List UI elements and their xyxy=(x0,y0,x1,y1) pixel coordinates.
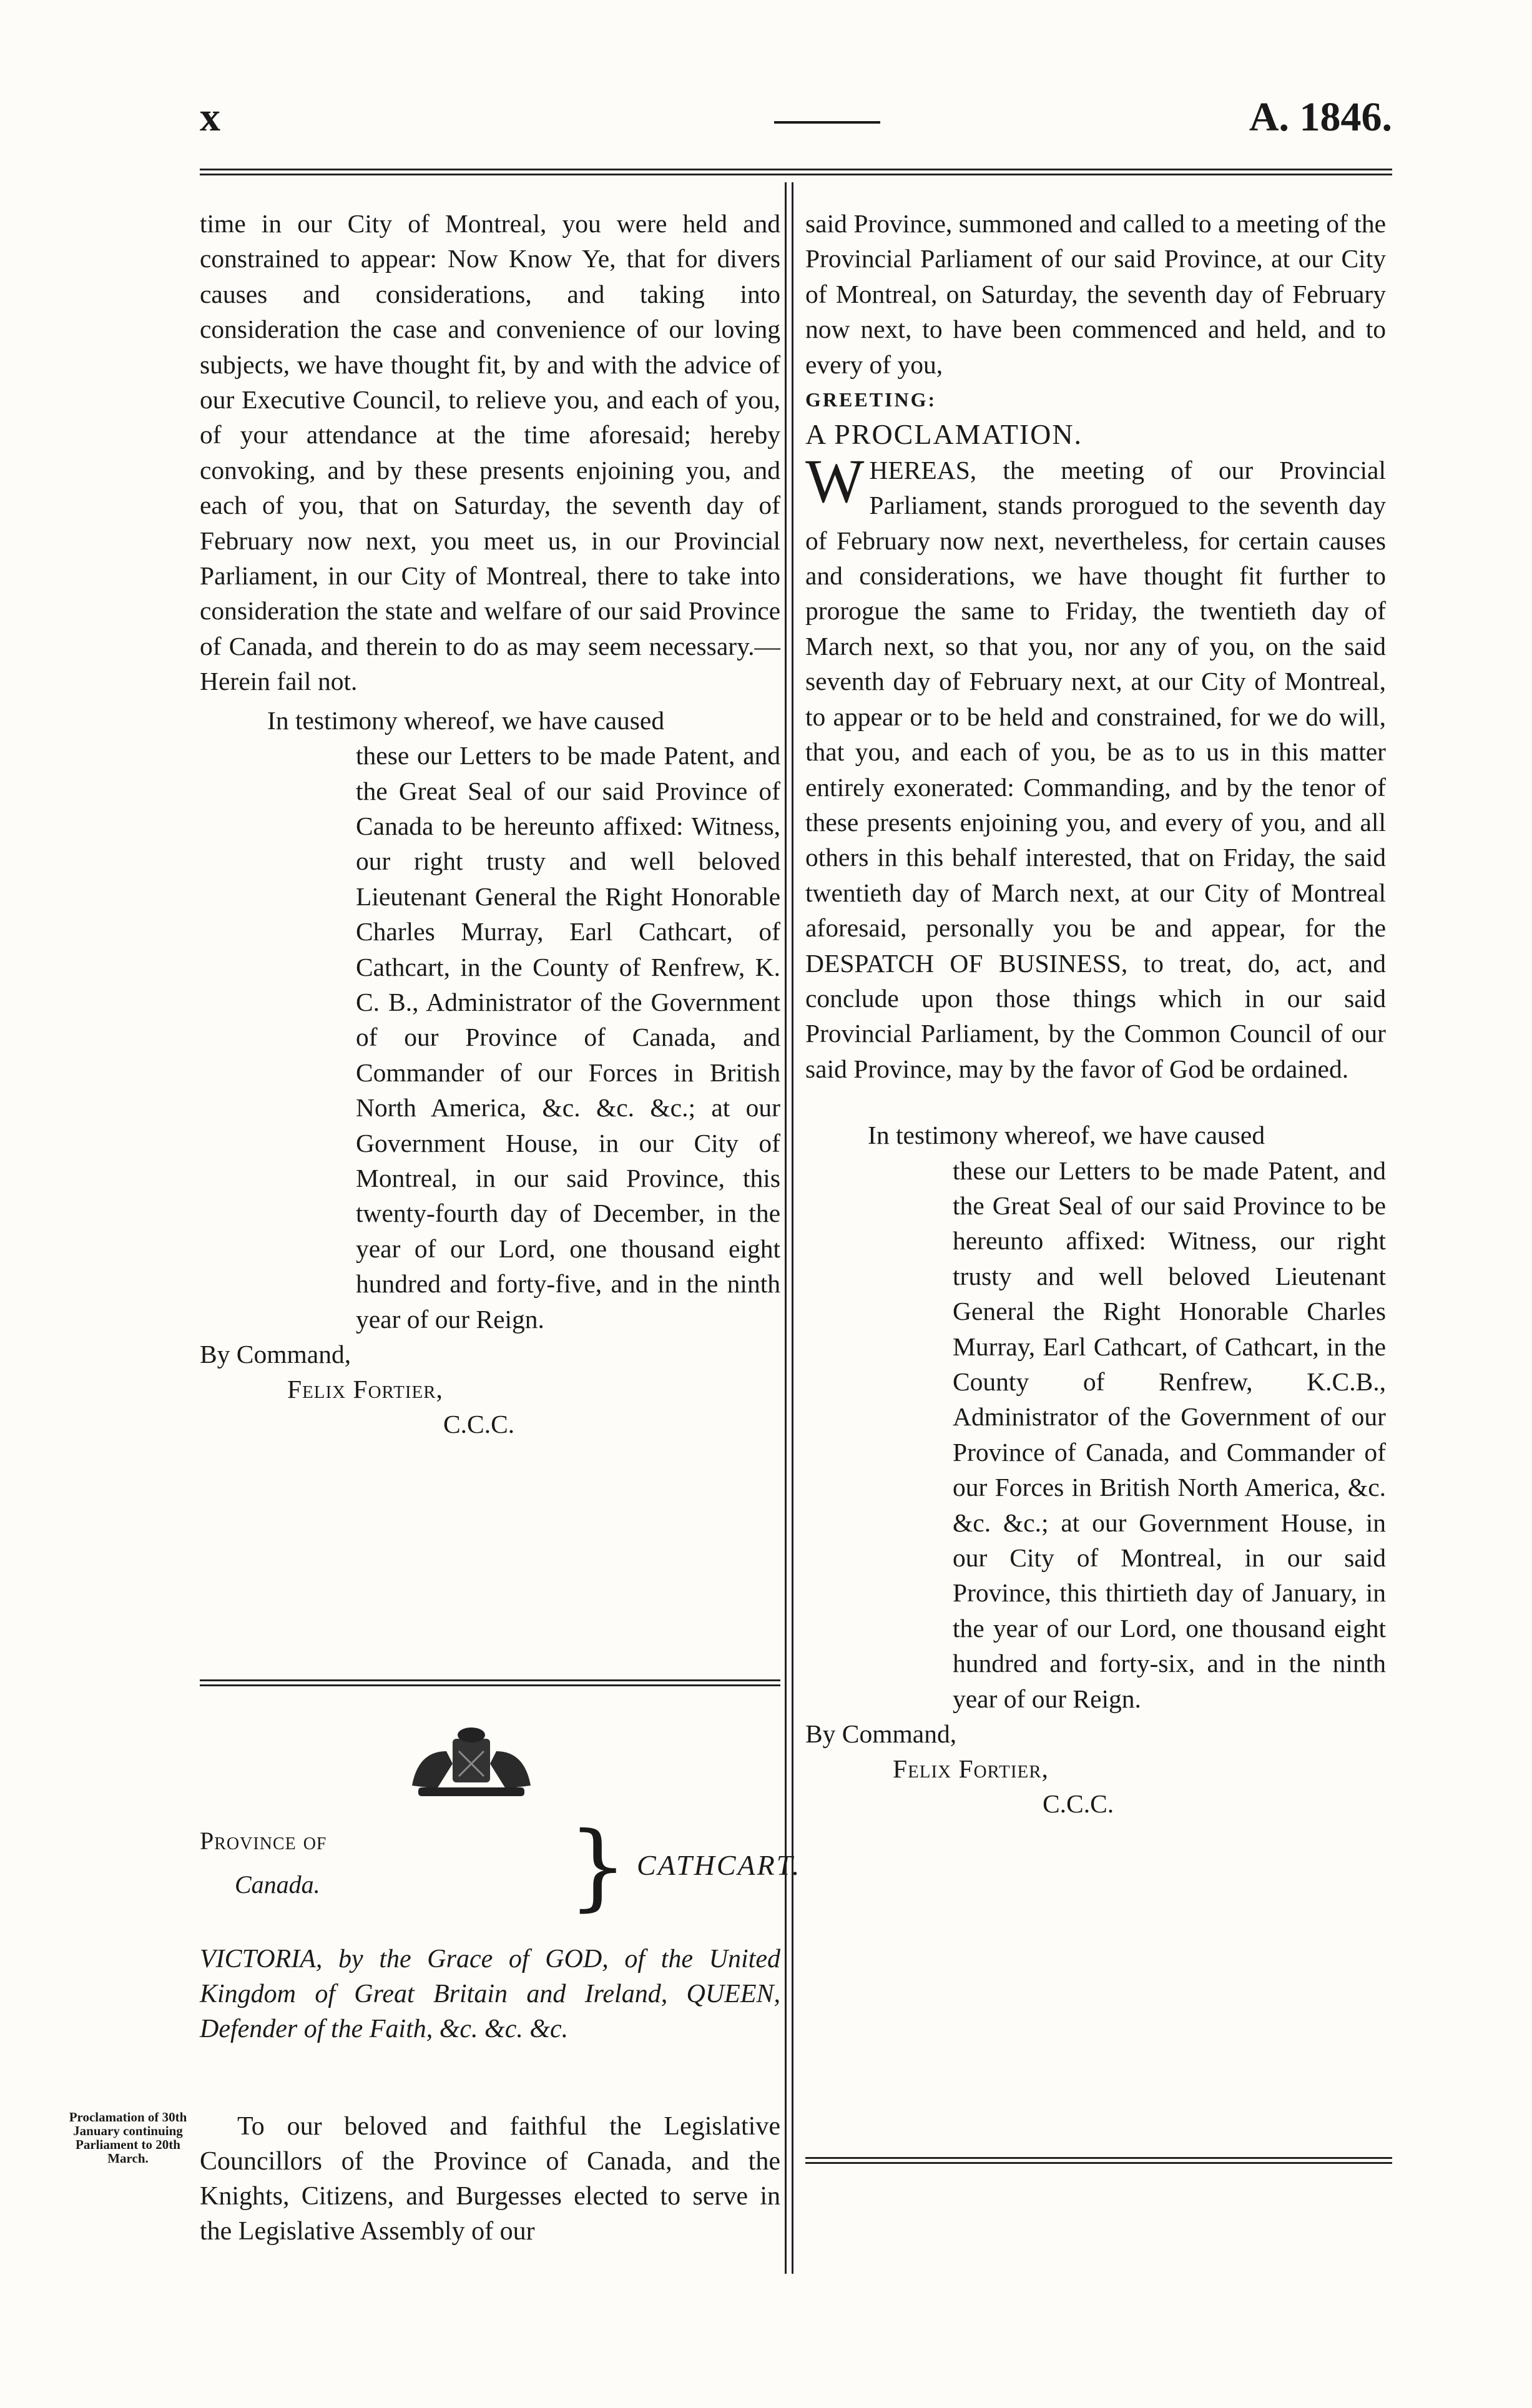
right-signature xyxy=(805,1716,1386,1821)
left-section-rule xyxy=(200,1679,780,1686)
right-testimony-body: these our Letters to be made Patent, and the Great Seal of our said Province to be hereunto affixed: Witness, our right trusty and well beloved Lieutenant General the Right Honorable Charles Murray, Earl Cathcart, of Cathcart, in the County of Renfrew, K.C.B., Administrator of the Government of our Province of Canada, and Commander of our Forces in British North America, &c. &c. &c.; at our Government House, in our City of Montreal, in our said Province, this thirtieth day of January, in the year of our Lord, one thousand eight hundred and forty-six, and in the ninth year of our Reign. xyxy=(953,1156,1386,1713)
left-opening-paragraph: time in our City of Montreal, you were held and constrained to appear: Now Know Ye, that for divers causes and considerations, and taking into consideration the case and convenience of our loving subjects, we have thought fit, by and with the advice of our Executive Council, to relieve you, and each of you, of your attendance at the time aforesaid; hereby convoking, and by these presents enjoining you, and each of you, that on Saturday, the seventh day of February now next, you meet us, in our Provincial Parliament, in our City of Montreal, there to take into consideration the state and welfare of our said Province of Canada, and therein to do as may seem necessary.—Herein fail not. xyxy=(200,209,780,696)
province-block xyxy=(200,1812,802,1921)
right-by-command: By Command, xyxy=(805,1719,957,1749)
margin-note: Proclamation of 30th January continuing Parliament to 20th March. xyxy=(69,2110,187,2166)
left-column xyxy=(200,206,780,1442)
header-rule xyxy=(774,121,880,124)
right-column xyxy=(805,206,1386,1821)
left-testimony-lead: In testimony whereof, we have caused xyxy=(267,705,665,735)
address-paragraph: To our beloved and faithful the Legislative Councillors of the Province of Canada, and the Knights, Citizens, and Burgesses elected to serve in the Legislative Assembly of our xyxy=(200,2112,780,2246)
right-signer: Felix Fortier, xyxy=(893,1754,1049,1784)
greeting: GREETING: xyxy=(805,388,937,411)
left-signature xyxy=(200,1337,780,1442)
drop-cap: W xyxy=(805,446,865,516)
page-numeral: x xyxy=(200,94,220,140)
governor-name: CATHCART. xyxy=(637,1849,802,1881)
page-header xyxy=(200,94,1392,144)
royal-title: VICTORIA, by the Grace of GOD, of the United Kingdom of Great Britain and Ireland, QUEEN, Defender of the Faith, &c. &c. &c. xyxy=(200,1945,780,2043)
left-signer: Felix Fortier, xyxy=(287,1375,443,1403)
proclamation-title: A PROCLAMATION. xyxy=(805,418,1083,451)
left-by-command: By Command, xyxy=(200,1340,351,1369)
right-signer-title: C.C.C. xyxy=(1043,1789,1114,1819)
province-sub: Canada. xyxy=(235,1870,320,1899)
right-section-rule xyxy=(805,2157,1392,2164)
province-label: Province of xyxy=(200,1827,327,1855)
proclamation-body: HEREAS, the meeting of our Provincial Parliament, stands prorogued to the seventh day of February now next, nevertheless, for certain causes and considerations, we have thought fit further to prorogue the same to Friday, the twentieth day of March next, so that you, nor any of you, on the said seventh day of February next, at our City of Montreal, to appear or to be held and constrained, for we do will, that you, and each of you, be as to us in this matter entirely exonerated: Commanding, and by the tenor of these presents enjoining you, and every of you, and all others in this behalf interested, that on Friday, the said twentieth day of March next, at our City of Montreal aforesaid, personally you be and appear, for the DESPATCH OF BUSINESS, to treat, do, act, and conclude upon those things which in our said Provincial Parliament, by the Common Council of our said Province, may by the favor of God be ordained. xyxy=(805,455,1386,1083)
left-signer-title: C.C.C. xyxy=(443,1410,515,1438)
header-double-rule xyxy=(200,169,1392,175)
right-opening-paragraph: said Province, summoned and called to a meeting of the Provincial Parliament of our said Province, at our City of Montreal, on Saturday, the seventh day of February now next, to have been commenced and held, and to every of you, xyxy=(805,209,1386,379)
column-divider xyxy=(785,182,793,2274)
year-label: A. 1846. xyxy=(1249,94,1392,140)
brace-icon: } xyxy=(568,1812,628,1921)
right-testimony-lead: In testimony whereof, we have caused xyxy=(868,1121,1265,1150)
left-testimony-body: these our Letters to be made Patent, and the Great Seal of our said Province of Canada to be hereunto affixed: Witness, our right trusty and well beloved Lieutenant General the Right Honorable Charles Murray, Earl Cathcart, of Cathcart, in the County of Renfrew, K. C. B., Administrator of the Government of our Province of Canada, and Commander of our Forces in British North America, &c. &c. &c.; at our Government House, in our City of Montreal, in our said Province, this twenty-fourth day of December, in the year of our Lord, one thousand eight hundred and forty-five, and in the ninth year of our Reign. xyxy=(356,741,780,1334)
royal-crest-icon xyxy=(400,1726,543,1801)
